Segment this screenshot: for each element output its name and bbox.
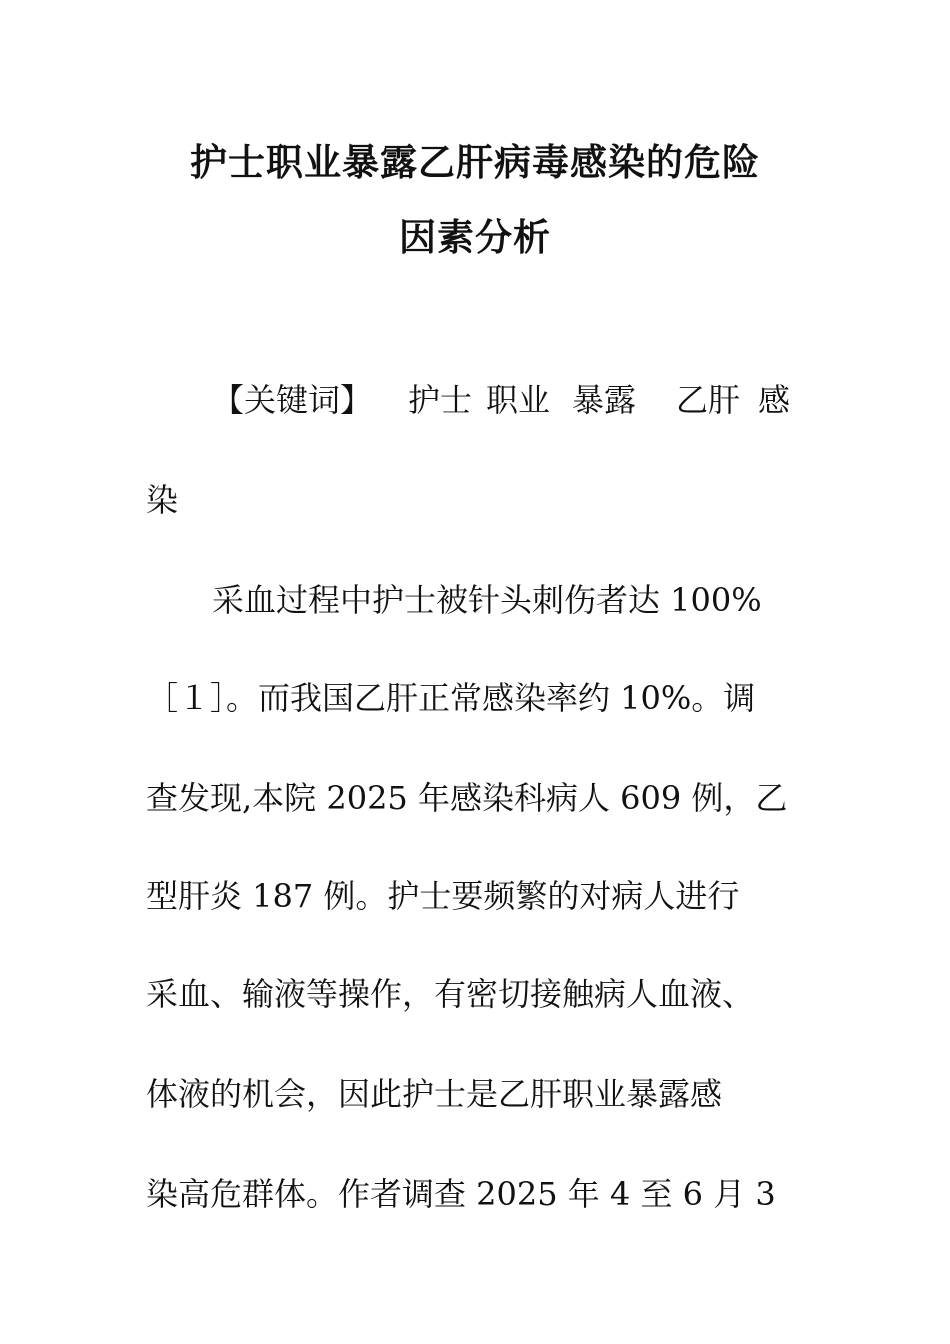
keywords-label: 【关键词】 xyxy=(212,381,373,419)
paragraph-line-text: 染高危群体。作者调查 2025 年 4 至 6 月 3 xyxy=(146,1175,776,1213)
paragraph-line-text: 采血、输液等操作，有密切接触病人血液、 xyxy=(146,975,755,1013)
document-title-line-2: 因素分析 xyxy=(399,215,551,259)
keywords-continuation: 染 xyxy=(146,481,179,519)
keyword-term: 职业 xyxy=(486,381,551,419)
paragraph-line-text: 型肝炎 187 例。护士要频繁的对病人进行 xyxy=(146,877,740,915)
keyword-term: 护士 xyxy=(408,381,473,419)
paragraph-line-text: 查发现,本院 2025 年感染科病人 609 例，乙 xyxy=(146,779,788,817)
paragraph-line-text: 采血过程中护士被针头刺伤者达 100% xyxy=(212,581,762,619)
paragraph-line-text: 体液的机会，因此护士是乙肝职业暴露感 xyxy=(146,1075,723,1113)
paragraph-line-text: ［１］。而我国乙肝正常感染率约 10%。调 xyxy=(146,679,756,717)
keyword-term: 暴露 xyxy=(572,381,637,419)
document-title-line-1: 护士职业暴露乙肝病毒感染的危险 xyxy=(190,140,760,184)
keyword-term: 感 xyxy=(758,381,791,419)
keyword-term: 乙肝 xyxy=(676,381,741,419)
